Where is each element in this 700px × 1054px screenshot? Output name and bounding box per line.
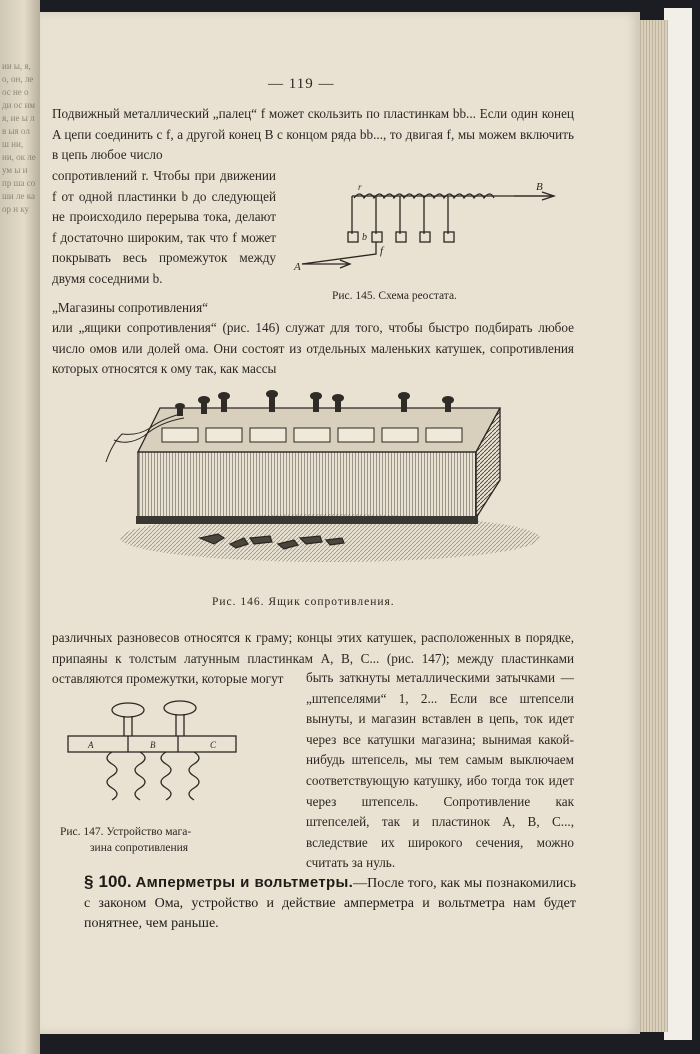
- figure-146-caption: Рис. 146. Ящик сопротивления.: [212, 596, 395, 608]
- label-b: b: [362, 232, 367, 243]
- paragraph-plugs: быть заткнуты металлическими затычками — „штепселями“ 1, 2... Если все штепсели вынуты, и магазин вставлен в цепь, ток идет через все катушки магазина; вынимая какой-нибудь штепсель, мы тем самым выключаем соответствующую катушку, ибо тогда ток идет через штепсель. Сопротивление как штепселей, так и пластинок A, B, C..., вследствие их широкого сечения, можно считать за нуль.: [306, 670, 574, 871]
- label-B: B: [536, 181, 543, 193]
- page-edge-back: [664, 8, 692, 1040]
- figure-147-caption-line2: зина сопротивления: [90, 842, 189, 854]
- label-A: A: [294, 261, 301, 273]
- left-page-edge-text: ии ы, я, о, он, ле ос не о ди ос им я, ие ы л в ыя ол ш ни, ни, ок ле ум ы и пр ша со ши ле ка ор н ку: [2, 61, 36, 214]
- section-text: —После того, как мы познакомились с законом Ома, устройство и действие амперметра и вольтметра нам будет понятнее, чем раньше.: [84, 876, 576, 931]
- paragraph-coils: различных разновесов относятся к граму; концы этих катушек, расположенных в порядке, припаяны к толстым латунным пластинкам A, B, C... (рис. 147); между пластинками оставляются промежутки, которые могут: [52, 630, 574, 687]
- paragraph-resistance-boxes-start: „Магазины сопротивления“: [52, 300, 209, 315]
- section-number: § 100.: [84, 872, 132, 891]
- section-title: Амперметры и вольтметры.: [135, 874, 354, 891]
- figure-145-rheostat-diagram: [292, 178, 572, 278]
- plate-label-B: B: [150, 740, 156, 750]
- plate-label-C: C: [210, 740, 217, 750]
- page-edges: [638, 20, 668, 1032]
- figure-147-plug-box-diagram: [62, 696, 242, 816]
- label-r: r: [358, 182, 362, 192]
- figure-147-caption-line1: Рис. 147. Устройство мага-: [60, 826, 192, 838]
- paragraph-rheostat-intro: Подвижный металлический „палец“ f может скользить по пластинкам bb... Если один конец A цепи соединить с f, а другой конец B с концом ряда bb..., то двигая f, мы можем включить в цепь любое число: [52, 106, 574, 163]
- plate-label-A: A: [88, 740, 94, 750]
- paragraph-resistance-boxes: или „ящики сопротивления“ (рис. 146) служат для того, чтобы быстро подбирать любое число омов или долей ома. Они состоят из отдельных маленьких катушек, сопротивления которых относятся к ому так, как массы: [52, 320, 574, 377]
- paragraph-rheostat-detail: сопротивлений r. Чтобы при движении f от одной пластинки b до следующей не происходило перерыва тока, делают f достаточно широким, так что f может покрывать весь промежуток между двумя соседними b.: [52, 168, 276, 286]
- label-f: f: [380, 245, 384, 257]
- page-number: — 119 —: [268, 76, 335, 92]
- section-100: [84, 872, 576, 934]
- figure-145-caption: Рис. 145. Схема реостата.: [332, 290, 457, 302]
- figure-146-resistance-box-illustration: [100, 388, 540, 568]
